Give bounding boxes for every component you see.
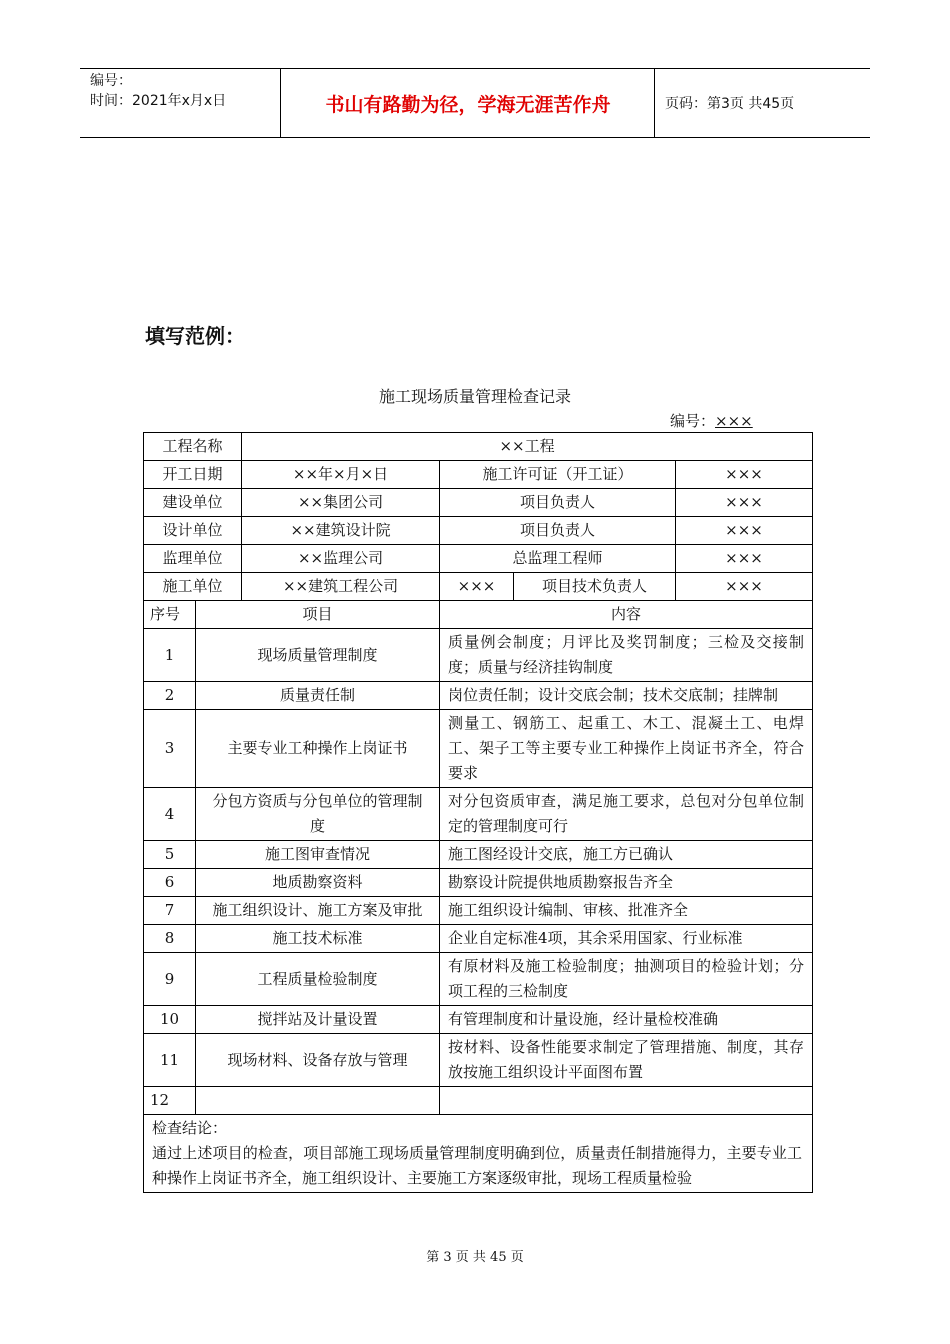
example-heading: 填写范例： [145, 324, 245, 348]
builder-person-value: ××× [676, 489, 813, 517]
row-number: 2 [144, 682, 196, 710]
tech-lead-value: ××× [676, 573, 813, 601]
designer-value: ××建筑设计院 [242, 517, 440, 545]
row-number: 7 [144, 897, 196, 925]
row-number: 10 [144, 1006, 196, 1034]
row-item: 搅拌站及计量设置 [196, 1006, 440, 1034]
designer-person-value: ××× [676, 517, 813, 545]
row-number: 11 [144, 1034, 196, 1087]
permit-value: ××× [676, 461, 813, 489]
col-item-header: 项目 [196, 601, 440, 629]
table-row [144, 682, 813, 710]
table-row [144, 710, 813, 788]
table-row [144, 1087, 813, 1115]
header-meta [80, 69, 281, 137]
time-label: 时间：2021年x月x日 [90, 93, 227, 109]
project-name-label: 工程名称 [144, 433, 242, 461]
table-row [144, 433, 813, 461]
builder-label: 建设单位 [144, 489, 242, 517]
row-item: 现场质量管理制度 [196, 629, 440, 682]
row-content: 施工组织设计编制、审核、批准齐全 [440, 897, 813, 925]
row-item: 施工组织设计、施工方案及审批 [196, 897, 440, 925]
header-motto: 书山有路勤为径，学海无涯苦作舟 [282, 69, 655, 137]
row-content [440, 1087, 813, 1115]
supervisor-person-label: 总监理工程师 [440, 545, 676, 573]
row-item: 施工图审查情况 [196, 841, 440, 869]
contractor-value: ××建筑工程公司 [242, 573, 440, 601]
document-number-value: ××× [715, 412, 753, 430]
row-content: 测量工、钢筋工、起重工、木工、混凝土工、电焊工、架子工等主要专业工种操作上岗证书齐全，符合要求 [440, 710, 813, 788]
row-number: 9 [144, 953, 196, 1006]
supervisor-value: ××监理公司 [242, 545, 440, 573]
table-row [144, 489, 813, 517]
row-content: 企业自定标准4项，其余采用国家、行业标准 [440, 925, 813, 953]
row-number: 6 [144, 869, 196, 897]
project-name-value: ××工程 [242, 433, 813, 461]
document-number [670, 410, 753, 431]
contractor-manager-value: ××× [440, 573, 514, 601]
row-content: 勘察设计院提供地质勘察报告齐全 [440, 869, 813, 897]
contractor-label: 施工单位 [144, 573, 242, 601]
start-date-value: ××年×月×日 [242, 461, 440, 489]
designer-label: 设计单位 [144, 517, 242, 545]
row-item: 施工技术标准 [196, 925, 440, 953]
row-content: 施工图经设计交底，施工方已确认 [440, 841, 813, 869]
supervisor-label: 监理单位 [144, 545, 242, 573]
row-content: 质量例会制度；月评比及奖罚制度；三检及交接制度；质量与经济挂钩制度 [440, 629, 813, 682]
table-row [144, 517, 813, 545]
table-row [144, 629, 813, 682]
permit-label: 施工许可证（开工证） [440, 461, 676, 489]
table-row [144, 925, 813, 953]
document-title: 施工现场质量管理检查记录 [378, 387, 571, 406]
row-item: 现场材料、设备存放与管理 [196, 1034, 440, 1087]
row-item: 分包方资质与分包单位的管理制度 [196, 788, 440, 841]
page-footer: 第 3 页 共 45 页 [426, 1250, 524, 1265]
row-item: 主要专业工种操作上岗证书 [196, 710, 440, 788]
table-row [144, 841, 813, 869]
col-seq-header: 序号 [144, 601, 196, 629]
table-row [144, 461, 813, 489]
row-content: 岗位责任制；设计交底会制；技术交底制；挂牌制 [440, 682, 813, 710]
table-row [144, 545, 813, 573]
supervisor-person-value: ××× [676, 545, 813, 573]
table-row [144, 788, 813, 841]
row-content: 有管理制度和计量设施，经计量检校准确 [440, 1006, 813, 1034]
row-number: 8 [144, 925, 196, 953]
row-content: 对分包资质审查，满足施工要求，总包对分包单位制定的管理制度可行 [440, 788, 813, 841]
conclusion-cell [144, 1115, 813, 1193]
row-number: 4 [144, 788, 196, 841]
document-number-label: 编号： [670, 412, 716, 430]
tech-lead-label: 项目技术负责人 [514, 573, 676, 601]
row-number: 1 [144, 629, 196, 682]
header-page-info: 页码：第3页 共45页 [665, 96, 795, 112]
table-row [144, 897, 813, 925]
conclusion-row [144, 1115, 813, 1193]
number-label: 编号： [90, 73, 132, 89]
col-content-header: 内容 [440, 601, 813, 629]
designer-person-label: 项目负责人 [440, 517, 676, 545]
row-item: 质量责任制 [196, 682, 440, 710]
table-row [144, 1006, 813, 1034]
conclusion-label: 检查结论： [152, 1119, 228, 1137]
table-row [144, 1034, 813, 1087]
table-header-row [144, 601, 813, 629]
start-date-label: 开工日期 [144, 461, 242, 489]
builder-value: ××集团公司 [242, 489, 440, 517]
table-row [144, 869, 813, 897]
row-number: 5 [144, 841, 196, 869]
page-header [80, 68, 870, 138]
builder-person-label: 项目负责人 [440, 489, 676, 517]
row-number: 3 [144, 710, 196, 788]
table-row [144, 573, 813, 601]
inspection-record-table [143, 432, 813, 1193]
conclusion-text: 通过上述项目的检查，项目部施工现场质量管理制度明确到位，质量责任制措施得力，主要专业工种操作上岗证书齐全，施工组织设计、主要施工方案逐级审批，现场工程质量检验 [152, 1144, 803, 1187]
table-row [144, 953, 813, 1006]
row-item: 地质勘察资料 [196, 869, 440, 897]
row-content: 有原材料及施工检验制度；抽测项目的检验计划；分项工程的三检制度 [440, 953, 813, 1006]
row-item: 工程质量检验制度 [196, 953, 440, 1006]
row-content: 按材料、设备性能要求制定了管理措施、制度，其存放按施工组织设计平面图布置 [440, 1034, 813, 1087]
row-number: 12 [144, 1087, 196, 1115]
row-item [196, 1087, 440, 1115]
